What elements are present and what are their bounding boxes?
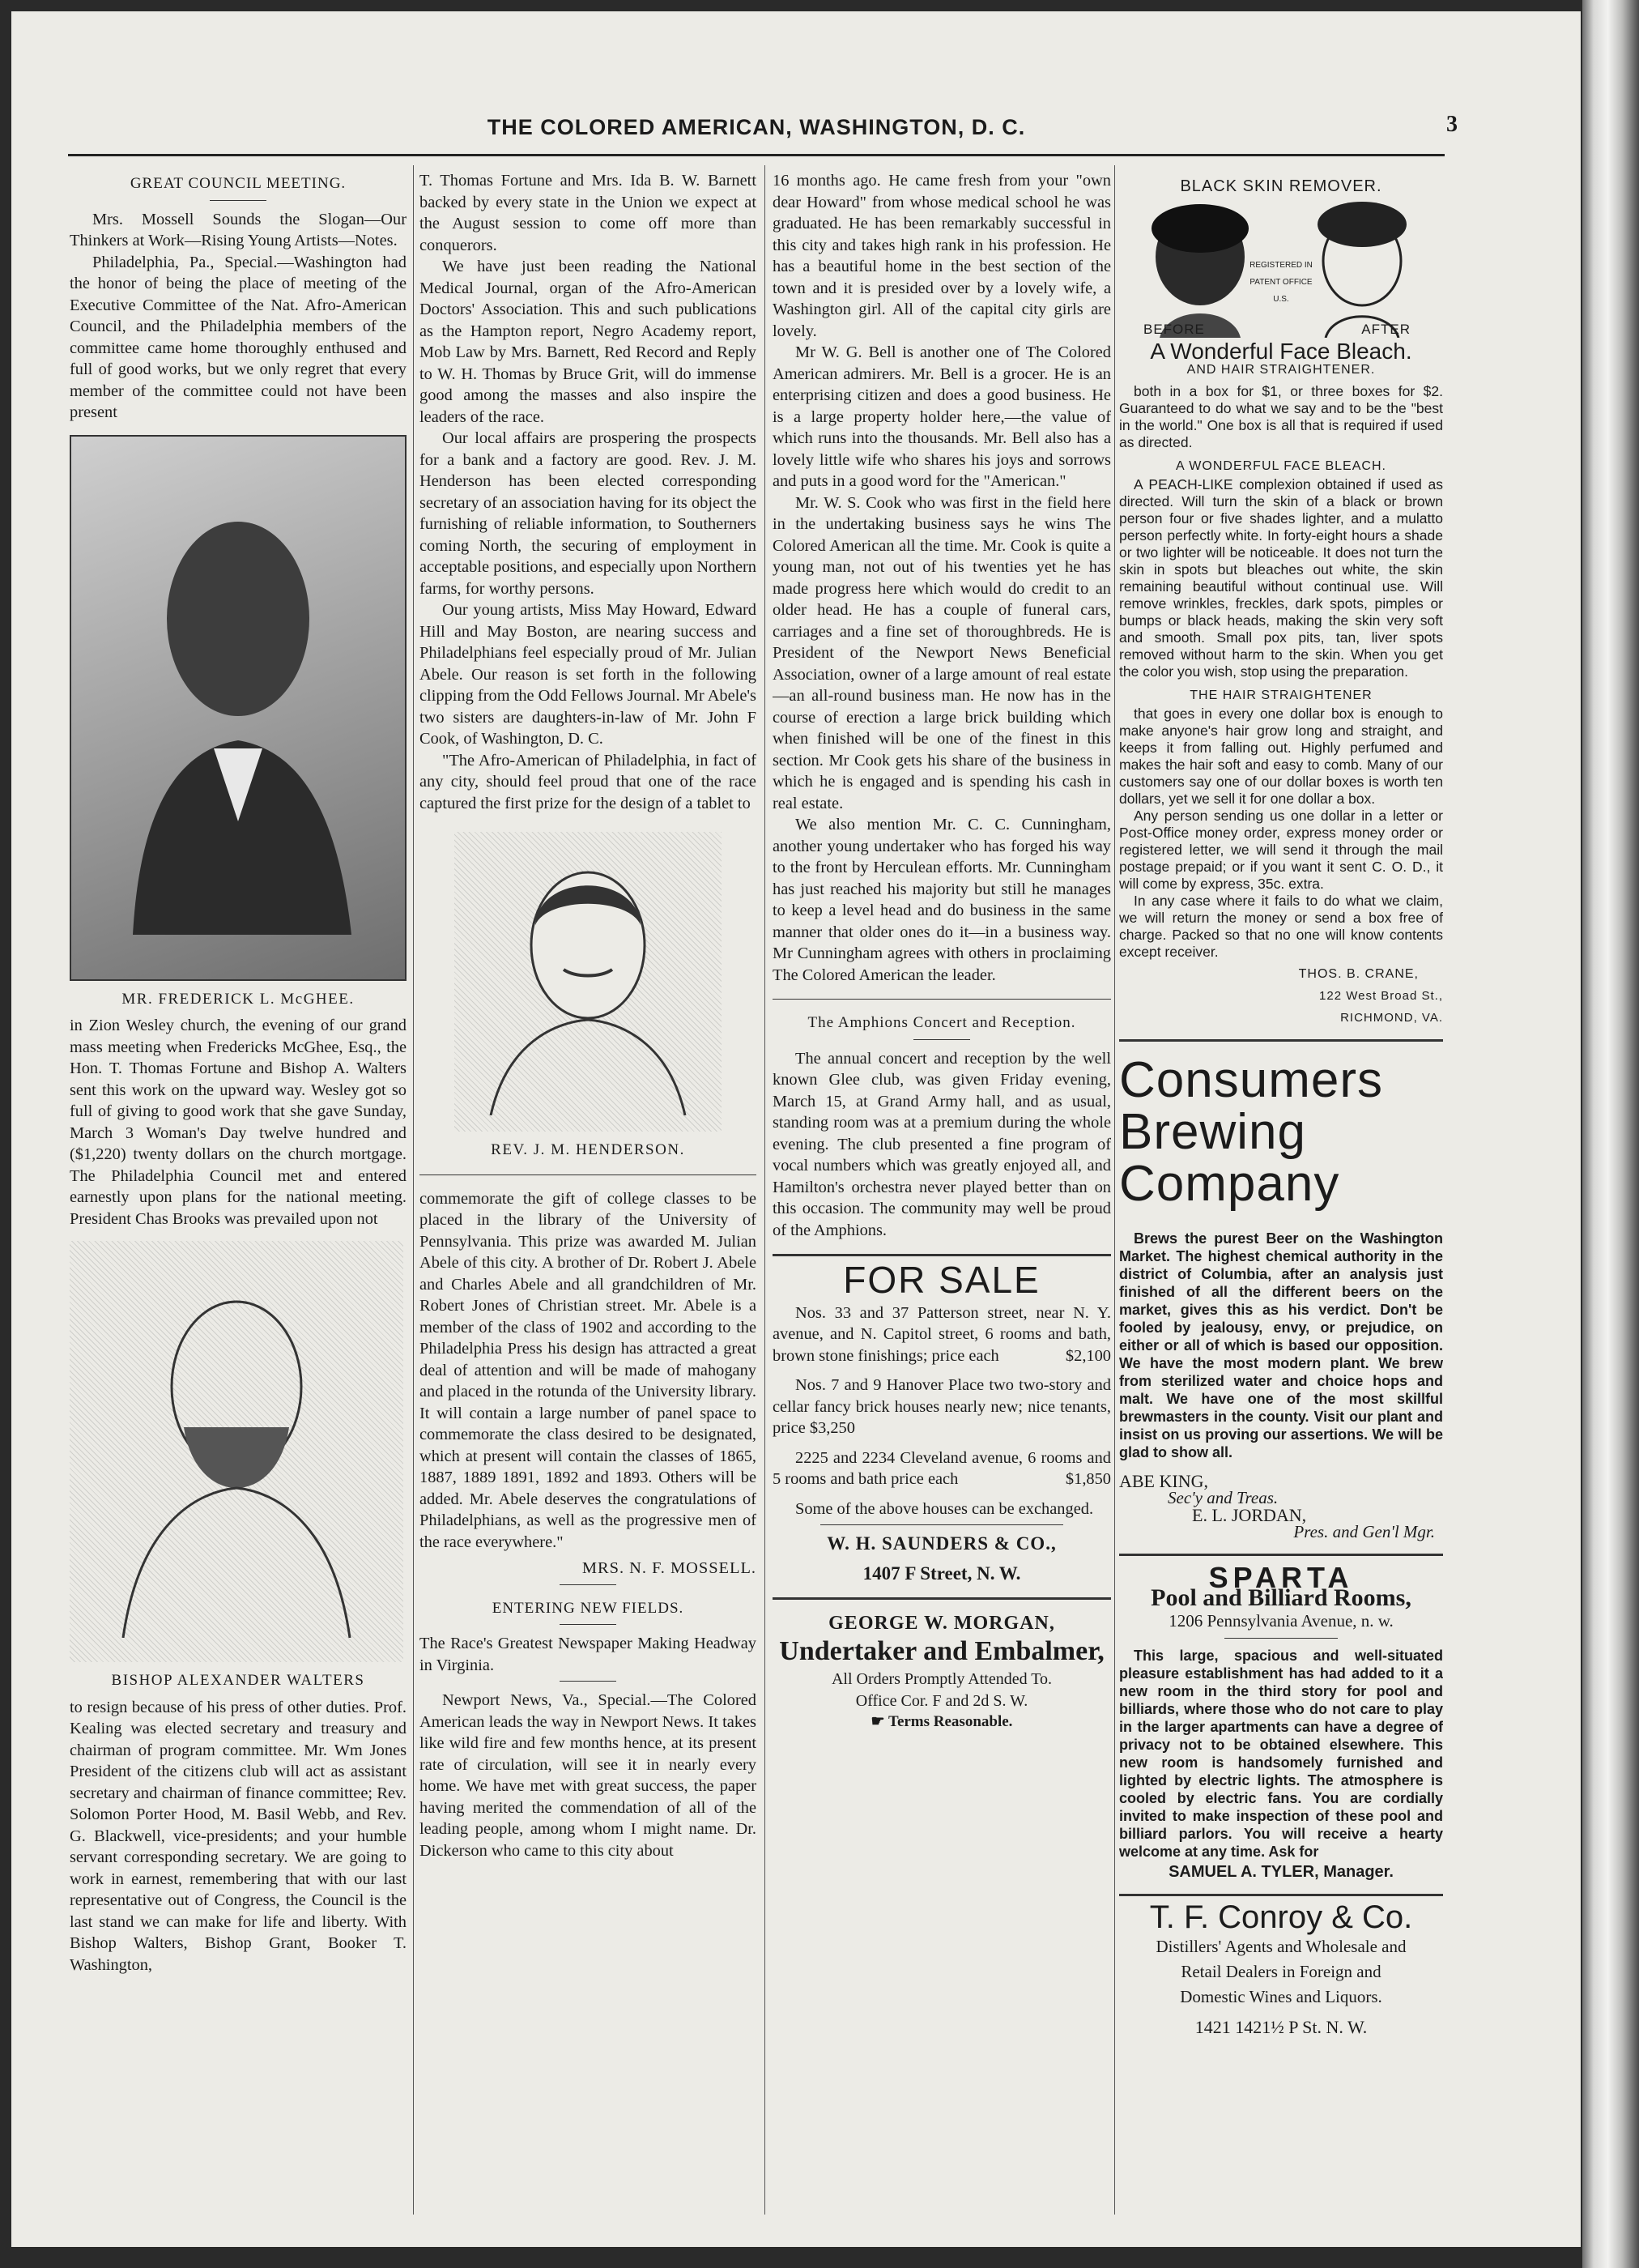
masthead: THE COLORED AMERICAN, WASHINGTON, D. C.	[487, 115, 1026, 139]
bleach-city: RICHMOND, VA.	[1340, 1011, 1443, 1025]
bleach-subhead: A WONDERFUL FACE BLEACH.	[1176, 459, 1386, 473]
sparta-title: SPARTA	[1208, 1561, 1354, 1594]
article-paragraph: commemorate the gift of college classes to be placed in the library of the University of Pennsylvania. This prize was awarded M. Julian Abele of this city. A brother of Dr. Robert J. Abele and Charles Abele and all grandchildren of Mr. Robert Jones of Christian street. Mr. Abele is a member of the class of 1902 and according to the Philadelphia Press his design has attracted a great deal of attention and will be made of mahogany and placed in the rotunda of the University library. It will contain a large number of panel space to commemorate the class desired to be designated, which at present will contain the classes of 1865, 1887, 1889 1891, 1892 and 1893. Others will be added. Mr. Abele deserves the congratulations of Philadelphians, as well as the progressive men of the race everywhere."	[419, 1189, 756, 1551]
portrait-engraving-icon	[115, 1265, 358, 1638]
portrait-sketch-henderson	[454, 832, 722, 1132]
morgan-line: All Orders Promptly Attended To.	[831, 1670, 1053, 1688]
book-binding-edge	[1582, 0, 1639, 2268]
newspaper-page	[11, 11, 1581, 2247]
conroy-name: T. F. Conroy & Co.	[1149, 1899, 1413, 1935]
bleach-address: 122 West Broad St.,	[1319, 989, 1443, 1003]
ad-paragraph: Brews the purest Beer on the Washington Market. The highest chemical authority in the district of Columbia, after an analysis just finished of all the different beers on the market, gives this as his verdict. Don't be fooled by jealousy, envy, or prejudice, on either or all of which is based our opposition. We have the most modern plant. We brew from sterilized water and choice hops and malt. We have one of the most skillful brewmasters in the county. Visit our plant and insist on us proving our assertions. We will be glad to show all.	[1119, 1230, 1443, 1460]
portrait-sketch-walters	[70, 1241, 403, 1662]
bleach-subhead: THE HAIR STRAIGHTENER	[1190, 688, 1373, 702]
caption-walters: BISHOP ALEXANDER WALTERS	[111, 1672, 365, 1689]
page-number: 3	[1446, 112, 1458, 137]
column-3	[773, 164, 1111, 2221]
forsale-address: 1407 F Street, N. W.	[862, 1562, 1021, 1584]
ad-paragraph: In any case where it fails to do what we claim, we will return the money or send a box free of charge. Packed so that no one will know contents except receiver.	[1119, 893, 1443, 960]
bleach-subhead: AND HAIR STRAIGHTENER.	[1186, 363, 1376, 377]
portrait-photo-mcghee	[70, 435, 407, 981]
bleach-signature: THOS. B. CRANE,	[1298, 967, 1419, 981]
consumers-signature: E. L. JORDAN,	[1192, 1505, 1307, 1525]
signature-mossell: MRS. N. F. MOSSELL.	[581, 1559, 756, 1577]
article-paragraph: to resign because of his press of other duties. Prof. Kealing was elected secretary and treasury and chairman of program committee. Mr. Wm Jones President of the citizens club will act as assistant secretary and chairman of finance committee; Rev. Solomon Porter Hood, M. Basil Webb, and Rev. G. Blackwell, vice-presidents; and your humble servant corresponding secretary. We are going to work in earnest, remembering that with our last representative out of Congress, the Council is the last stand we can make for life and liberty. With Bishop Walters, Bishop Grant, Booker T. Washington,	[70, 1698, 407, 1974]
article-paragraph: Mr. W. S. Cook who was first in the field here in the undertaking business says he wins The Colored American all the time. Mr. Cook is quite a young man, not out of his twenties yet he has made progress here which would do credit to an older head. He has a couple of funeral cars, carriages and a fine set of thoroughbreds. He is President of the Newport News Beneficial Association, owner of a large amount of real estate—an all-round business man. He now has in the course of erection a large brick building which when finished will be one of the finest in this section. Mr Cook gets his share of the business in which he is engaged and is spending his cash in real estate.	[773, 493, 1111, 812]
forsale-price: $2,100	[1065, 1346, 1111, 1365]
before-label: BEFORE	[1143, 322, 1205, 337]
article-paragraph: in Zion Wesley church, the evening of our grand mass meeting when Fredericks McGhee, Esq., the Hon. T. Thomas Fortune and Bishop A. Walters sent this work on the upward way. Wesley got so full of giving to good work that she gave Sunday, March 3 Woman's Day twelve hundred and ($1,220) twenty dollars on the church mortgage. The Philadelphia Council met and entered earnestly upon plans for the national meeting. President Chas Brooks was prevailed upon not	[70, 1017, 407, 1228]
ad-paragraph: A PEACH-LIKE complexion obtained if used as directed. Will turn the skin of a black or brown person four or five shades lighter, and a mulatto person perfectly white. In forty-eight hours a shade or two lighter will be noticeable. It does not turn the skin in spots but bleaches out white, the skin remaining beautiful without continual use. Will remove wrinkles, freckles, dark spots, pimples or bumps or black heads, making the skin very soft and smooth. Small pox pits, tan, liver spots removed without harm to the skin. When you get the color you wish, stop using the preparation.	[1119, 476, 1443, 680]
forsale-firm: W. H. SAUNDERS & CO.,	[827, 1533, 1057, 1554]
morgan-line: ☛ Terms Reasonable.	[871, 1713, 1013, 1730]
forsale-price: $3,250	[809, 1419, 855, 1437]
consumers-signature: Pres. and Gen'l Mgr.	[1293, 1522, 1435, 1541]
deck-great-council: Mrs. Mossell Sounds the Slogan—Our Thinkers at Work—Rising Young Artists—Notes.	[70, 210, 407, 249]
ad-paragraph: that goes in every one dollar box is enough to make anyone's hair grow long and straight, and keeps it from falling out. Highly perfumed and makes the hair soft and easy to comb. Many of our customers say one of our dollar boxes is worth ten dollars, yet we sell it for one dollar a box.	[1119, 706, 1443, 807]
consumers-brewing-logo: Consumers Brewing Company	[1119, 1052, 1383, 1212]
column-1	[70, 164, 407, 2221]
portrait-silhouette-icon	[117, 481, 360, 935]
column-rule	[1114, 165, 1115, 2215]
headline-amphions: The Amphions Concert and Reception.	[807, 1014, 1076, 1031]
article-paragraph: 16 months ago. He came fresh from your "own dear Howard" from whose medical school he was graduated. He has been remarkably successful in this city and takes high rank in his profession. He has a beautiful home in the best section of the town and it is presided over by a lovely wife, a Washington girl. All of the capital city girls are lovely.	[773, 172, 1111, 340]
after-label: AFTER	[1361, 322, 1411, 337]
bleach-title: BLACK SKIN REMOVER.	[1180, 177, 1382, 195]
article-paragraph: Our young artists, Miss May Howard, Edward Hill and May Boston, are nearing success and Philadelphians feel especially proud of Mr. Julian Abele. Our reason is set forth in the following clipping from the Odd Fellows Journal. Mr Abele's two sisters are daughters-in-law of Mr. John F Cook, of Washington, D. C.	[419, 601, 756, 748]
column-2	[419, 164, 756, 2221]
forsale-item: Nos. 33 and 37 Patterson street, near N. Y. avenue, and N. Capitol street, 6 rooms and bath, brown stone finishings; price each $2,100	[773, 1302, 1111, 1367]
forsale-price: $1,850	[1065, 1470, 1111, 1488]
article-paragraph: We also mention Mr. C. C. Cunningham, another young undertaker who has forged his way to the front by Herculean efforts. Mr. Cunningham has just reached his majority but still he manages to keep a level head and do business in the same manner that older ones do it—in a business way. Mr Cunningham agrees with others in proclaiming The Colored American the leader.	[773, 816, 1111, 984]
column-rule	[764, 165, 765, 2215]
article-paragraph: The annual concert and reception by the well known Glee club, was given Friday evening, March 15, at Grand Army hall, and as usual, standing room was at a premium during the whole evening. The club presented a fine program of vocal numbers which was greatly enjoyed all, and Hamilton's orchestra never played better than on this occasion. The community may well be proud of the Amphions.	[773, 1049, 1111, 1239]
sparta-subtitle: Pool and Billiard Rooms,	[1151, 1584, 1411, 1611]
morgan-line: Office Cor. F and 2d S. W.	[855, 1691, 1028, 1710]
consumers-signature: Sec'y and Treas.	[1168, 1488, 1279, 1507]
consumers-signature: ABE KING,	[1119, 1471, 1208, 1491]
article-paragraph: T. Thomas Fortune and Mrs. Ida B. W. Barnett backed by every state in the Union we expect at the August session to come off more than conquerors.	[419, 172, 756, 254]
column-4	[1119, 164, 1443, 2221]
before-after-illustration	[1119, 200, 1443, 338]
conroy-line: Domestic Wines and Liquors.	[1180, 1987, 1382, 2006]
article-paragraph: We have just been reading the National Medical Journal, organ of the Afro-American Doctors' Association. This and such publications as the Hampton report, Negro Academy report, Mob Law by Mrs. Barnett, Red Record and Reply to W. H. Thomas by Bruce Grit, will do immense good among the masses and also inspire the leaders of the race.	[419, 258, 756, 426]
article-paragraph: Our local affairs are prospering the prospects for a bank and a factory are good. Rev. J. M. Henderson has been elected corresponding secretary of an association having for its object the furnishing of reliable information, to Southerners coming North, the securing of employment in acceptable positions, and especially upon Northern farms, for worthy persons.	[419, 429, 756, 598]
forsale-item: 2225 and 2234 Cleveland avenue, 6 rooms and 5 rooms and bath price each $1,850	[773, 1447, 1111, 1490]
conroy-address: 1421 1421½ P St. N. W.	[1194, 2017, 1368, 2037]
conroy-line: Retail Dealers in Foreign and	[1181, 1962, 1381, 1981]
ad-paragraph: both in a box for $1, or three boxes for $2. Guaranteed to do what we say and to be the "best in the world." One box is all that is required if used as directed.	[1119, 383, 1443, 450]
portrait-engraving-icon	[483, 848, 693, 1115]
headline-great-council: GREAT COUNCIL MEETING.	[130, 175, 347, 192]
article-paragraph: Newport News, Va., Special.—The Colored American leads the way in Newport News. It takes like wild fire and few months hence, at its present rate of circulation, will see it in nearly every home. We have met with great success, the paper having merited the commendation of all of the leading people, among whom I might name. Dr. Dickerson who came to this city about	[419, 1691, 756, 1860]
conroy-line: Distillers' Agents and Wholesale and	[1156, 1937, 1407, 1956]
forsale-item: Nos. 7 and 9 Hanover Place two two-story and cellar fancy brick houses nearly new; nice tenants, price $3,250	[773, 1376, 1111, 1437]
headline-entering-new-fields: ENTERING NEW FIELDS.	[492, 1599, 684, 1617]
registered-label: REGISTERED IN PATENT OFFICE U.S.	[1249, 261, 1313, 304]
caption-mcghee: MR. FREDERICK L. McGHEE.	[121, 990, 355, 1008]
morgan-name: GEORGE W. MORGAN,	[828, 1613, 1055, 1634]
caption-henderson: REV. J. M. HENDERSON.	[491, 1141, 685, 1158]
masthead-rule	[68, 154, 1445, 156]
article-paragraph: Mr W. G. Bell is another one of The Colored American admirers. Mr. Bell is a grocer. He is an enterprising citizen and does a good business. He is a large property holder here,—the value of which runs into the thousands. Mr. Bell also has a lovely little wife who shares his joys and sorrows and puts in a good word for the "American."	[773, 343, 1111, 490]
sparta-address: 1206 Pennsylvania Avenue, n. w.	[1169, 1611, 1394, 1631]
bleach-headline: A Wonderful Face Bleach.	[1150, 339, 1412, 364]
article-paragraph: Philadelphia, Pa., Special.—Washington had the honor of being the place of meeting of the Executive Committee of the Nat. Afro-American Council, and the Philadelphia members of the committee came home thoroughly enthused and full of good works, but we only regret that every member of the committee could not have been present	[70, 253, 407, 421]
morgan-title: Undertaker and Embalmer,	[779, 1635, 1105, 1666]
forsale-title: FOR SALE	[843, 1259, 1041, 1301]
deck-entering-new-fields: The Race's Greatest Newspaper Making Headway in Virginia.	[419, 1635, 756, 1674]
sparta-manager: SAMUEL A. TYLER, Manager.	[1169, 1863, 1394, 1881]
article-paragraph: "The Afro-American of Philadelphia, in fact of any city, should feel proud that one of the race captured the first prize for the design of a tablet to	[419, 751, 756, 812]
hand-pointer-icon: ☛	[871, 1713, 885, 1730]
forsale-note: Some of the above houses can be exchanged.	[795, 1499, 1094, 1518]
ad-paragraph: This large, spacious and well-situated pleasure establishment has had added to it a new room in the third story for pool and billiards, where those who do not care to play in the larger apartments can have a degree of privacy not to be obtained elsewhere. This new room is handsomely furnished and lighted by electric lights. The atmosphere is cooled by electric fans. You are cordially invited to make inspection of these pool and billiard parlors. You will receive a hearty welcome at any time. Ask for	[1119, 1648, 1443, 1860]
column-rule	[413, 165, 414, 2215]
ad-paragraph: Any person sending us one dollar in a letter or Post-Office money order, express money order or registered letter, we will send it through the mail postage prepaid; or if you want it sent C. O. D., it will come by express, 35c. extra.	[1119, 808, 1443, 892]
